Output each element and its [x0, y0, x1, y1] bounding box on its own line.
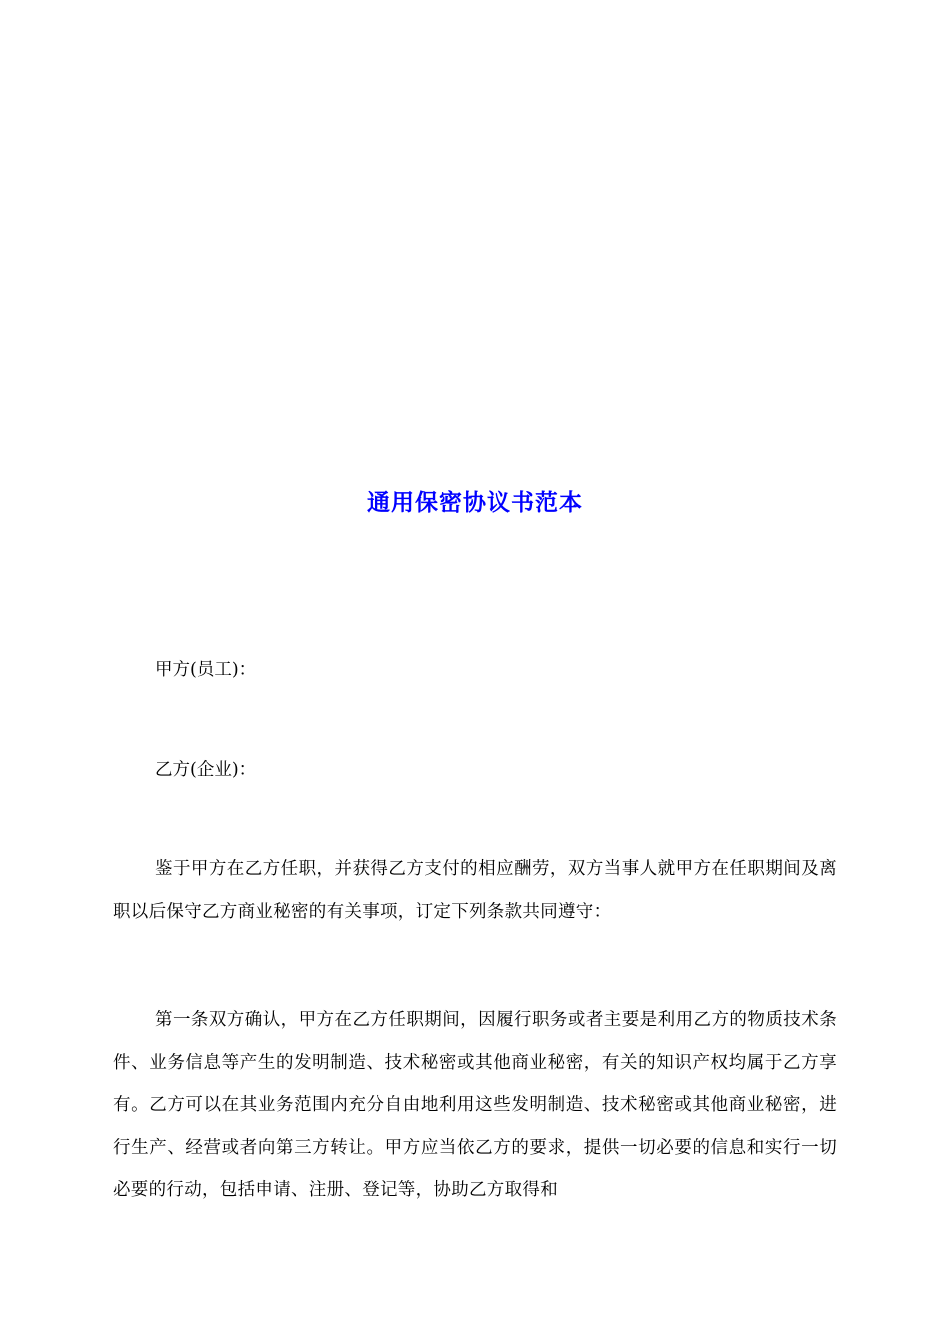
recital-paragraph: 鉴于甲方在乙方任职，并获得乙方支付的相应酬劳，双方当事人就甲方在任职期间及离职以后保守乙方商业秘密的有关事项，订定下列条款共同遵守：	[113, 859, 837, 922]
article-1-paragraph: 第一条双方确认，甲方在乙方任职期间，因履行职务或者主要是利用乙方的物质技术条件、业务信息等产生的发明制造、技术秘密或其他商业秘密，有关的知识产权均属于乙方享有。乙方可以在其业务范围内充分自由地利用这些发明制造、技术秘密或其他商业秘密，进行生产、经营或者向第三方转让。甲方应当依乙方的要求，提供一切必要的信息和实行一切必要的行动，包括申请、注册、登记等，协助乙方取得和	[113, 1010, 837, 1201]
party-a-label: 甲方(员工)：	[155, 660, 257, 680]
party-b-label: 乙方(企业)：	[155, 760, 257, 780]
document-title: 通用保密协议书范本	[367, 489, 583, 516]
